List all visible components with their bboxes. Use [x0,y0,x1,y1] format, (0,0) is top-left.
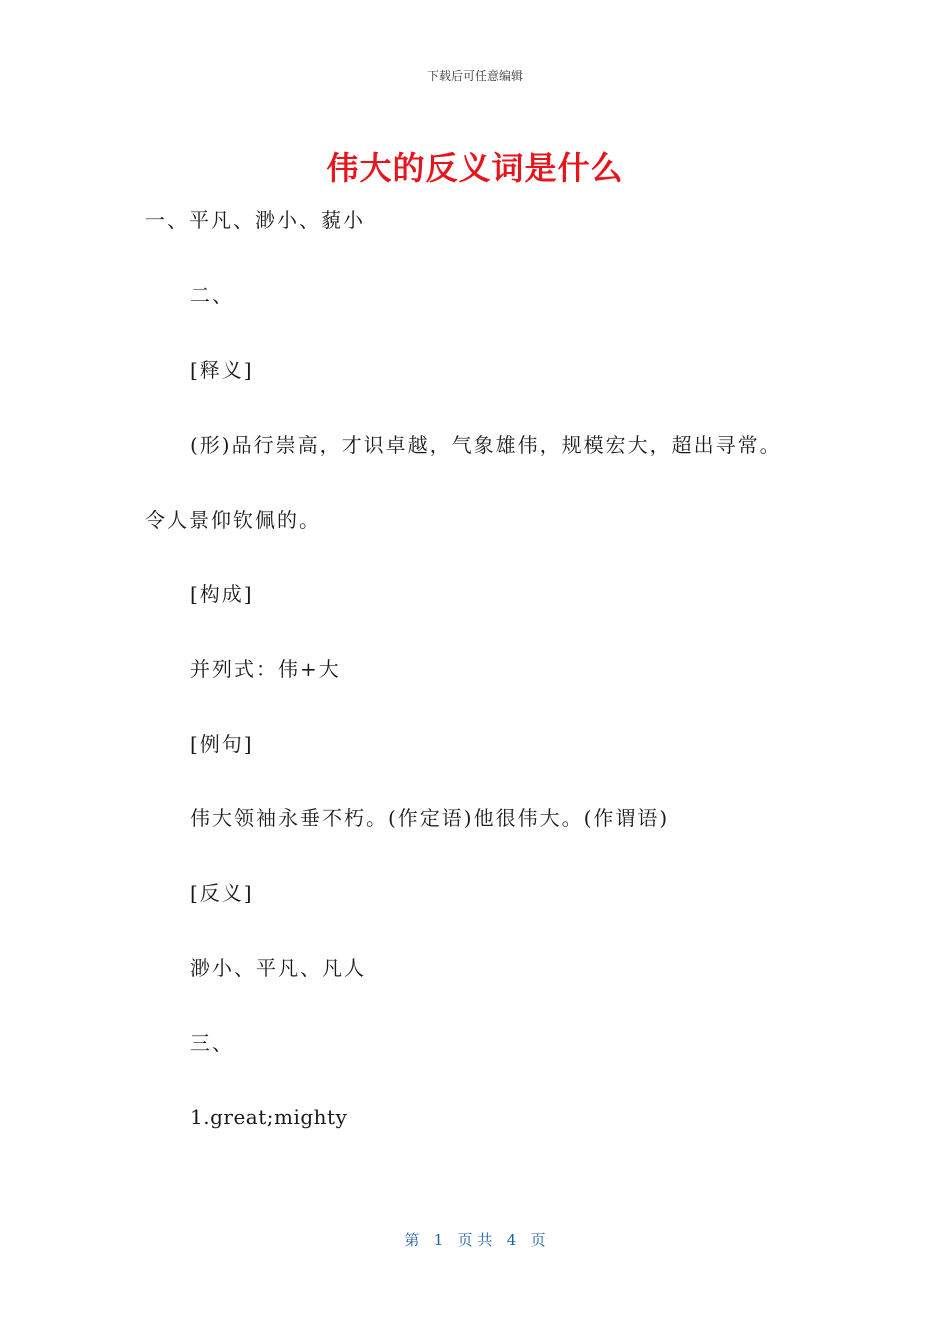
page-suffix: 页 [530,1231,546,1249]
paragraph: 令人景仰钦佩的。 [145,508,321,532]
paragraph: 并列式：伟+大 [190,657,341,681]
paragraph: 三、 [190,1031,234,1055]
document-title: 伟大的反义词是什么 [326,149,624,187]
paragraph: 一、平凡、渺小、藐小 [145,208,365,232]
page-footer [0,1229,950,1250]
paragraph: [反义] [190,881,254,905]
paragraph: 伟大领袖永垂不朽。(作定语)他很伟大。(作谓语) [190,806,670,830]
paragraph: [构成] [190,582,254,606]
page-middle: 页 共 [457,1231,493,1249]
total-pages-number: 4 [506,1231,517,1249]
paragraph: [释义] [190,358,254,382]
header-note: 下载后可任意编辑 [426,69,523,83]
current-page-number: 1 [433,1231,444,1249]
page-prefix: 第 [404,1231,420,1249]
paragraph: (形)品行崇高，才识卓越，气象雄伟，规模宏大，超出寻常。 [190,433,782,457]
paragraph: [例句] [190,732,254,756]
paragraph: 渺小、平凡、凡人 [190,956,366,980]
paragraph: 二、 [190,283,234,307]
paragraph: 1.great;mighty [190,1105,348,1129]
